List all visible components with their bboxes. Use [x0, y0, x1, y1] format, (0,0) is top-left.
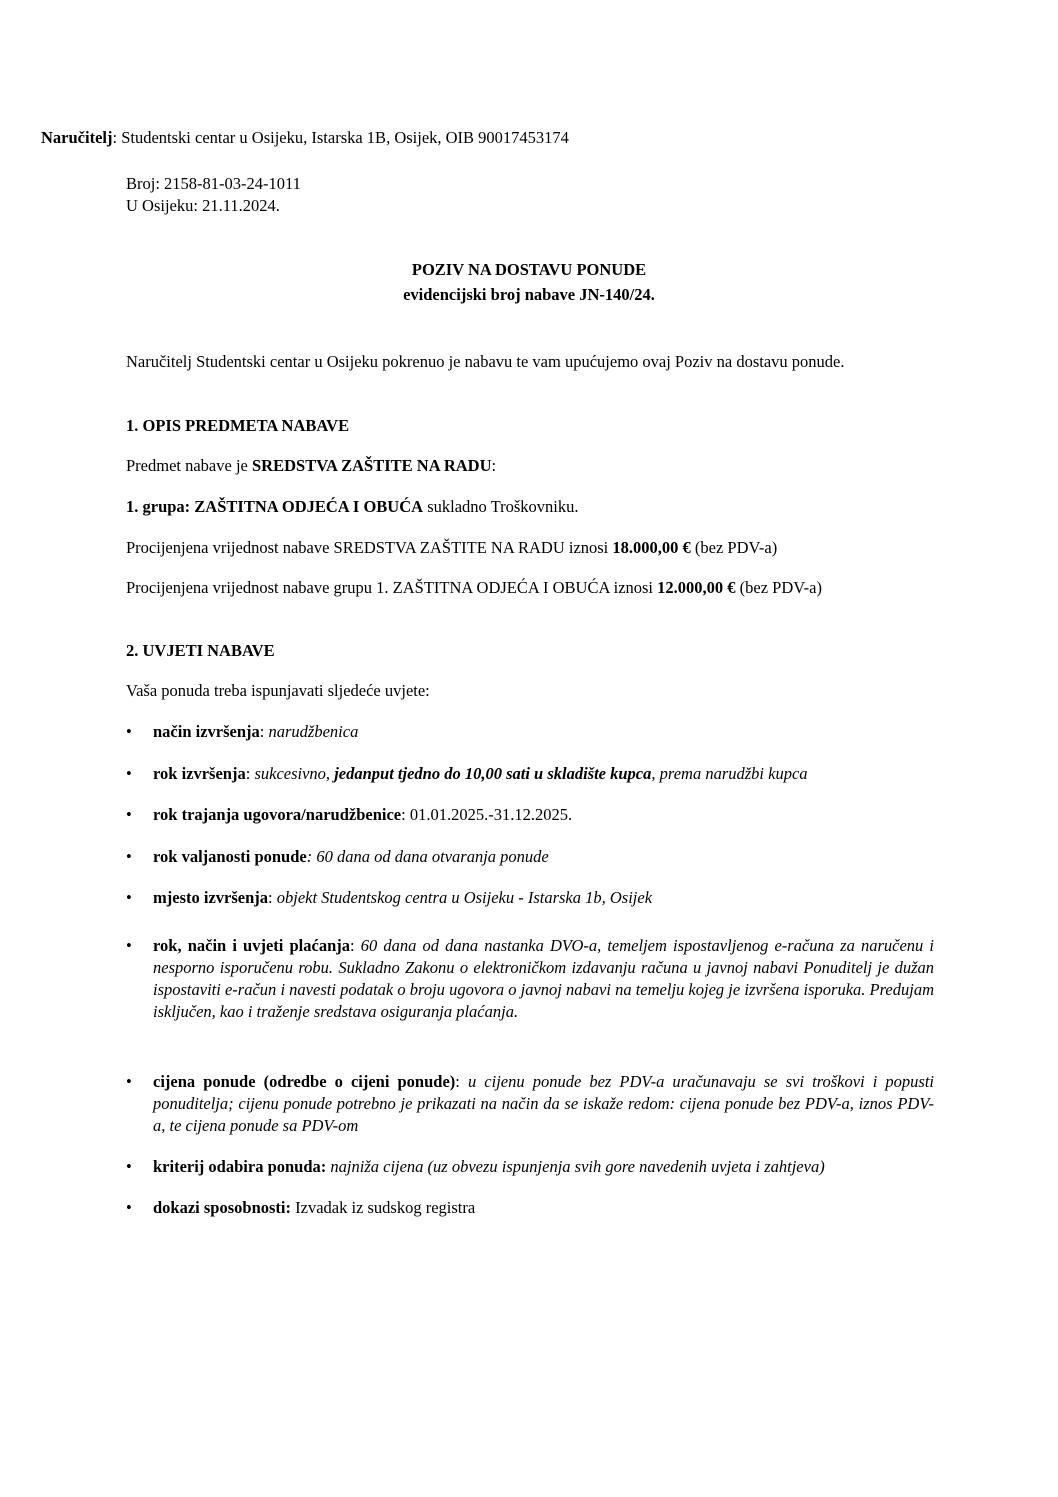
condition-offer-validity: • rok valjanosti ponude: 60 dana od dana otvaranja ponude [126, 847, 549, 866]
contracting-authority-line [41, 127, 569, 149]
condition-execution-method: • način izvršenja: narudžbenica [126, 722, 359, 741]
bullet-icon: • [126, 1072, 132, 1091]
contracting-authority-text: : Studentski centar u Osijeku, Istarska 1B, Osijek, OIB 90017453174 [112, 128, 569, 147]
bullet-icon: • [126, 1157, 132, 1176]
intro-paragraph: Naručitelj Studentski centar u Osijeku pokrenuo je nabavu te vam upućujemo ovaj Poziv na dostavu ponude. [126, 352, 845, 371]
condition-contract-duration: • rok trajanja ugovora/narudžbenice: 01.01.2025.-31.12.2025. [126, 805, 573, 824]
bullet-icon: • [126, 1198, 132, 1217]
procurement-number: evidencijski broj nabave JN-140/24. [403, 285, 655, 304]
section-2-heading: 2. UVJETI NABAVE [126, 641, 275, 660]
section-1-heading: 1. OPIS PREDMETA NABAVE [126, 416, 350, 435]
bullet-icon: • [126, 888, 132, 907]
conditions-intro: Vaša ponuda treba ispunjavati sljedeće uvjete: [126, 681, 430, 700]
group-1-line: 1. grupa: ZAŠTITNA ODJEĆA I OBUĆA sukladno Troškovniku. [126, 497, 579, 516]
condition-selection-criteria: • kriterij odabira ponuda: najniža cijena (uz obvezu ispunjenja svih gore navedenih uvjeta i zahtjeva) [126, 1157, 825, 1176]
estimated-value-group-1: Procijenjena vrijednost nabave grupu 1. ZAŠTITNA ODJEĆA I OBUĆA iznosi 12.000,00 € (bez PDV-a) [126, 578, 822, 597]
bullet-icon: • [126, 722, 132, 741]
condition-delivery-deadline: • rok izvršenja: sukcesivno, jedanput tjedno do 10,00 sati u skladište kupca, prema narudžbi kupca [126, 764, 808, 783]
condition-payment-terms: • rok, način i uvjeti plaćanja: 60 dana od dana nastanka DVO-a, temeljem ispostavljenog e-računa za naručenu i nesporno isporučenu robu. Sukladno Zakonu o elektroničkom izdavanju računa u javnoj nabavi Ponuditelj je dužan ispostaviti e-račun i navesti podatak o broju ugovora o javnoj nabavi na temelju kojeg je izvršena isporuka. Predujam isključen, kao i traženje sredstava osiguranja plaćanja. [126, 936, 934, 1021]
contracting-authority-label: Naručitelj [41, 128, 113, 147]
reference-number: Broj: 2158-81-03-24-1011 [126, 174, 301, 193]
estimated-value-total: Procijenjena vrijednost nabave SREDSTVA ZAŠTITE NA RADU iznosi 18.000,00 € (bez PDV-a) [126, 538, 778, 557]
bullet-icon: • [126, 847, 132, 866]
bullet-icon: • [126, 805, 132, 824]
condition-proof-of-capability: • dokazi sposobnosti: Izvadak iz sudskog registra [126, 1198, 476, 1217]
condition-offer-price: • cijena ponude (odredbe o cijeni ponude): u cijenu ponude bez PDV-a uračunavaju se svi troškovi i popusti ponuditelja; cijenu ponude potrebno je prikazati na način da se iskaže redom: cijena ponude bez PDV-a, iznos PDV-a, te cijena ponude sa PDV-om [126, 1072, 934, 1135]
condition-place-of-execution: • mjesto izvršenja: objekt Studentskog centra u Osijeku - Istarska 1b, Osijek [126, 888, 653, 907]
reference-block [126, 173, 301, 217]
document-title: POZIV NA DOSTAVU PONUDE [411, 260, 647, 279]
procurement-subject: Predmet nabave je SREDSTVA ZAŠTITE NA RADU: [126, 456, 497, 475]
bullet-icon: • [126, 764, 132, 783]
bullet-icon: • [126, 936, 132, 955]
document-date: U Osijeku: 21.11.2024. [126, 196, 280, 215]
